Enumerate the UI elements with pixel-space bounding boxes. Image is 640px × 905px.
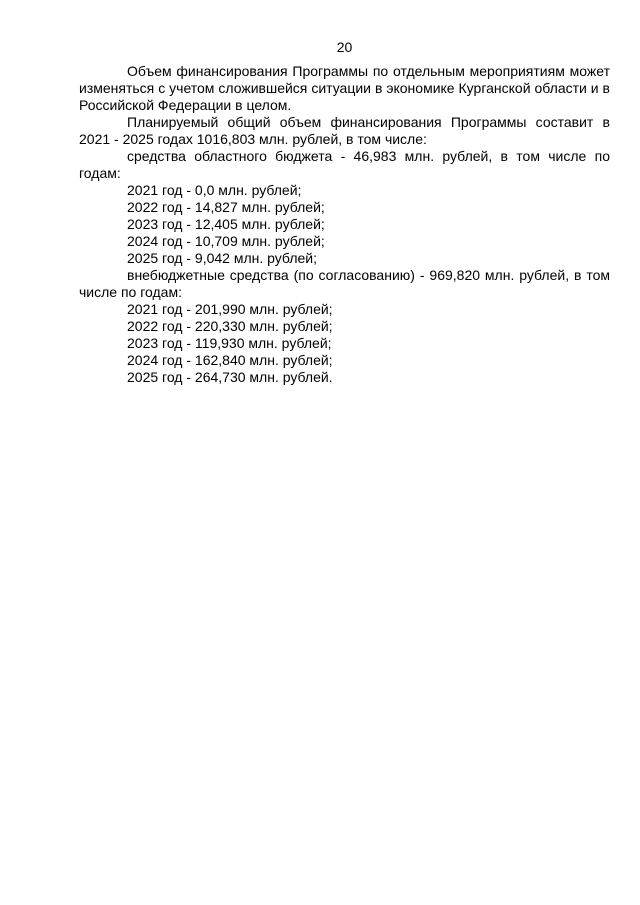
paragraph-budget-2021: 2021 год - 0,0 млн. рублей; [127, 182, 302, 198]
paragraph-extrabudget-2021: 2021 год - 201,990 млн. рублей; [127, 301, 333, 317]
document-body [79, 63, 610, 386]
paragraph-budget-2024: 2024 год - 10,709 млн. рублей; [127, 233, 325, 249]
paragraph-budget-2025: 2025 год - 9,042 млн. рублей; [127, 250, 317, 266]
paragraph-extrabudget-2024: 2024 год - 162,840 млн. рублей; [127, 352, 333, 368]
paragraph-extrabudget-2023: 2023 год - 119,930 млн. рублей; [127, 335, 332, 351]
paragraph-total-financing: Планируемый общий объем финансирования Программы составит в 2021 - 2025 годах 1016,803 млн. рублей, в том числе: [79, 114, 610, 147]
paragraph-extrabudgetary-funds: внебюджетные средства (по согласованию) - 969,820 млн. рублей, в том числе по годам: [79, 267, 610, 300]
paragraph-budget-2023: 2023 год - 12,405 млн. рублей; [127, 216, 325, 232]
paragraph-financing-scope: Объем финансирования Программы по отдельным мероприятиям может изменяться с учетом сложившейся ситуации в экономике Курганской области и в Российской Федерации в целом. [79, 63, 610, 113]
page-number: 20 [336, 39, 353, 55]
paragraph-extrabudget-2022: 2022 год - 220,330 млн. рублей; [127, 318, 333, 334]
paragraph-regional-budget: средства областного бюджета - 46,983 млн. рублей, в том числе по годам: [79, 148, 610, 181]
paragraph-extrabudget-2025: 2025 год - 264,730 млн. рублей. [127, 369, 333, 385]
paragraph-budget-2022: 2022 год - 14,827 млн. рублей; [127, 199, 325, 215]
